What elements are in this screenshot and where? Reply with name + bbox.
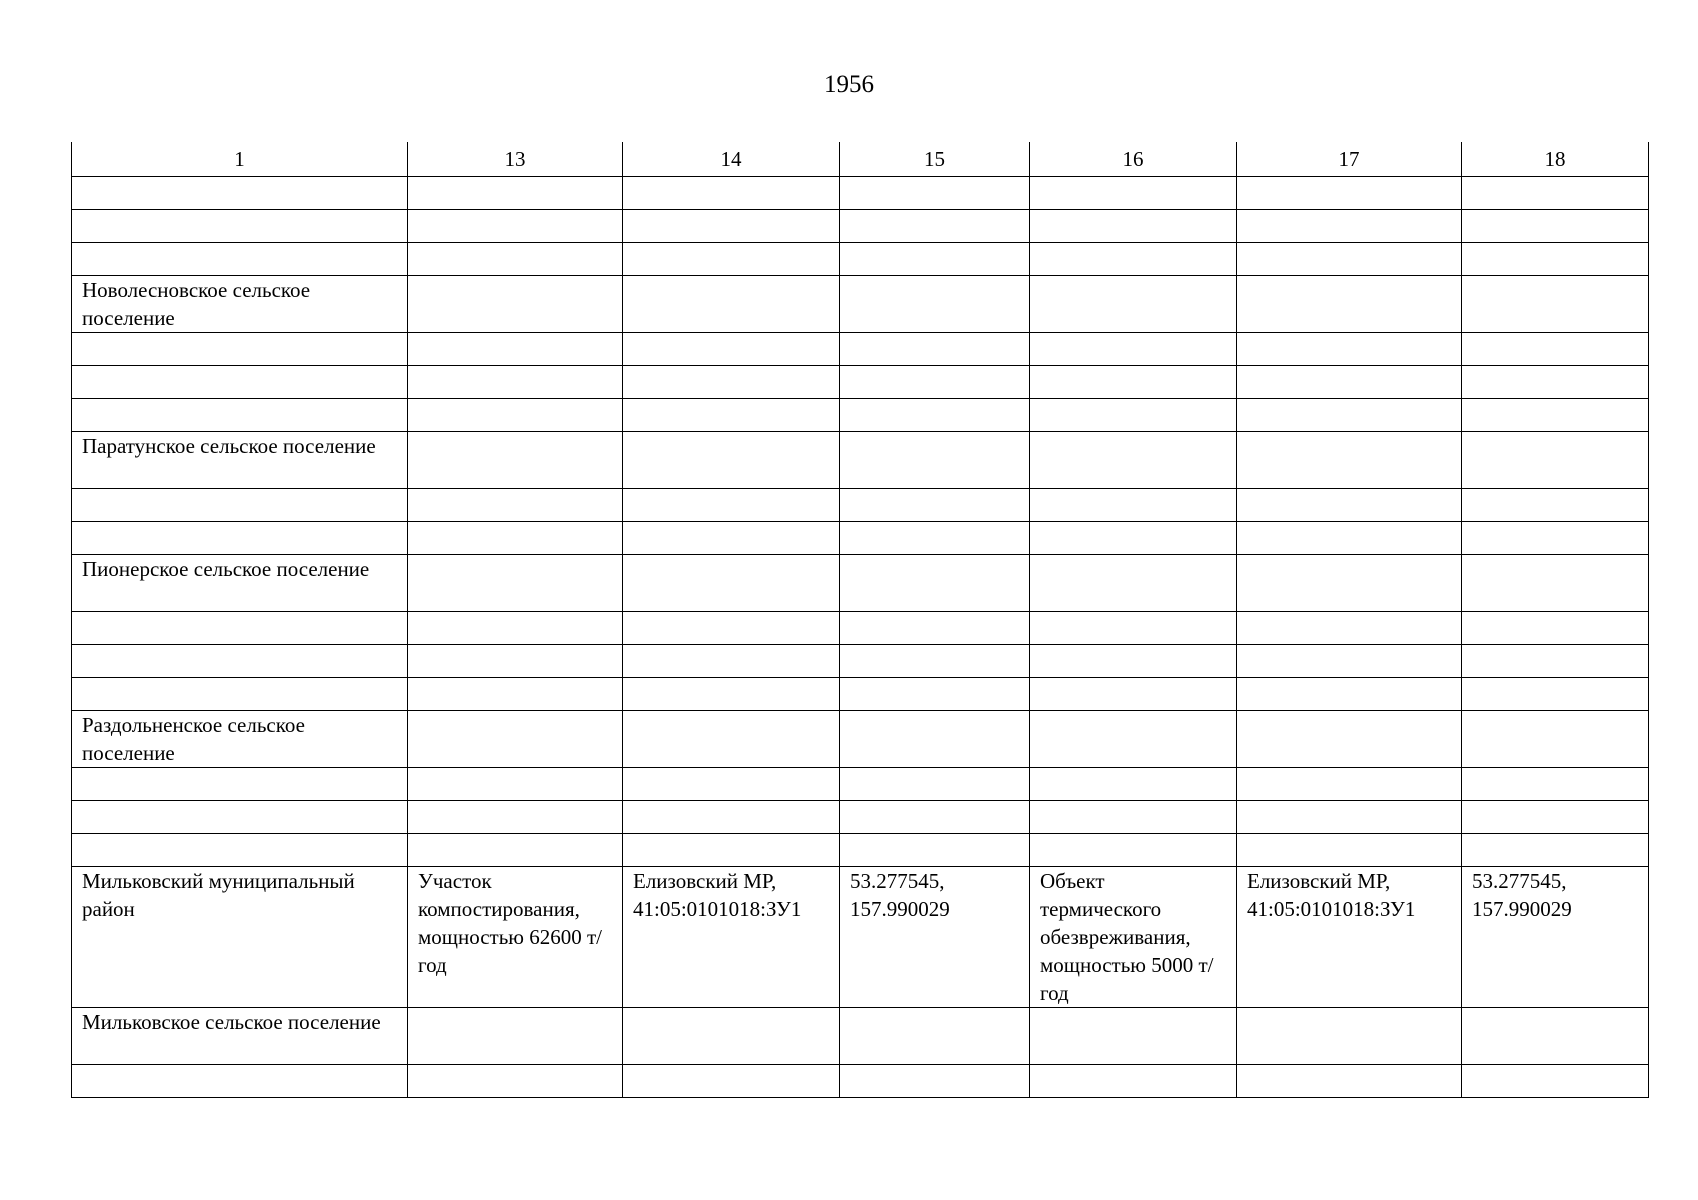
- table-cell: [1462, 176, 1649, 209]
- table-cell: [1030, 554, 1237, 611]
- table-row: [72, 1007, 1649, 1064]
- table-cell: [1237, 275, 1462, 332]
- row-label-cell: Раздольненское сельское поселение: [72, 710, 408, 767]
- table-cell: [408, 554, 623, 611]
- table-cell: [408, 242, 623, 275]
- table-cell: [840, 332, 1030, 365]
- table-row: [72, 332, 1649, 365]
- table-cell: [623, 1064, 840, 1097]
- table-cell: [840, 833, 1030, 866]
- table-cell: [408, 209, 623, 242]
- table-cell: [1237, 332, 1462, 365]
- table-cell: [1237, 677, 1462, 710]
- table-cell: [840, 521, 1030, 554]
- row-label-cell: Мильковское сельское поселение: [72, 1007, 408, 1064]
- table-cell: [408, 644, 623, 677]
- table-header-row: [72, 142, 1649, 176]
- table-cell: [623, 176, 840, 209]
- table-cell: [1462, 1064, 1649, 1097]
- table-cell: [408, 710, 623, 767]
- table-cell: Участок компостирования, мощностью 62600 т/год: [408, 866, 623, 1007]
- table-row: [72, 398, 1649, 431]
- row-label-cell: [72, 800, 408, 833]
- table-cell: [623, 644, 840, 677]
- table-cell: [1030, 209, 1237, 242]
- table-row: [72, 833, 1649, 866]
- table-cell: [840, 767, 1030, 800]
- table-cell: [408, 767, 623, 800]
- table-cell: [623, 431, 840, 488]
- table-cell: [1237, 554, 1462, 611]
- table-cell: [1237, 176, 1462, 209]
- table-row: [72, 209, 1649, 242]
- table-cell: [1237, 242, 1462, 275]
- table-cell: [1462, 332, 1649, 365]
- column-header: 18: [1462, 142, 1649, 176]
- table-cell: [1030, 644, 1237, 677]
- table-cell: [623, 800, 840, 833]
- table-cell: [623, 833, 840, 866]
- table-cell: [840, 554, 1030, 611]
- table-cell: [1030, 332, 1237, 365]
- row-label-cell: Паратунское сельское поселение: [72, 431, 408, 488]
- row-label-cell: [72, 644, 408, 677]
- table-cell: [840, 644, 1030, 677]
- table-row: [72, 1064, 1649, 1097]
- table-cell: [623, 365, 840, 398]
- row-label-cell: [72, 1064, 408, 1097]
- table-cell: Объект термического обезвреживания, мощностью 5000 т/год: [1030, 866, 1237, 1007]
- table-cell: [1462, 554, 1649, 611]
- row-label-cell: [72, 398, 408, 431]
- table-cell: [1462, 1007, 1649, 1064]
- table-cell: [623, 554, 840, 611]
- table-cell: [1462, 644, 1649, 677]
- table-cell: [408, 275, 623, 332]
- table-cell: [1237, 521, 1462, 554]
- table-cell: [408, 677, 623, 710]
- table-cell: Елизовский МР, 41:05:0101018:ЗУ1: [623, 866, 840, 1007]
- table-cell: [623, 521, 840, 554]
- table-cell: [1237, 644, 1462, 677]
- table-cell: [1462, 611, 1649, 644]
- row-label-cell: Новолесновское сельское поселение: [72, 275, 408, 332]
- table-cell: [1237, 833, 1462, 866]
- column-header: 1: [72, 142, 408, 176]
- table-cell: [840, 1064, 1030, 1097]
- row-label-cell: [72, 833, 408, 866]
- table-cell: [408, 398, 623, 431]
- table-cell: [1237, 488, 1462, 521]
- table-row: [72, 644, 1649, 677]
- row-label-cell: [72, 209, 408, 242]
- table-cell: [840, 431, 1030, 488]
- table-cell: [1462, 800, 1649, 833]
- table-cell: [408, 1007, 623, 1064]
- table-cell: [840, 242, 1030, 275]
- table-cell: [1030, 521, 1237, 554]
- column-header: 13: [408, 142, 623, 176]
- table-cell: [840, 209, 1030, 242]
- table-cell: [1030, 833, 1237, 866]
- page-number: 1956: [824, 71, 874, 98]
- table-cell: [840, 176, 1030, 209]
- table-cell: [408, 488, 623, 521]
- table-cell: [408, 833, 623, 866]
- table-cell: [1030, 1007, 1237, 1064]
- table-row: [72, 431, 1649, 488]
- row-label-cell: Пионерское сельское поселение: [72, 554, 408, 611]
- table-cell: [1237, 365, 1462, 398]
- table-cell: 53.277545, 157.990029: [1462, 866, 1649, 1007]
- table-row: [72, 800, 1649, 833]
- table-cell: [1030, 710, 1237, 767]
- table-cell: [1030, 488, 1237, 521]
- column-header: 15: [840, 142, 1030, 176]
- table-cell: [408, 332, 623, 365]
- row-label-cell: [72, 767, 408, 800]
- table-cell: [623, 398, 840, 431]
- table-body: [72, 176, 1649, 1097]
- column-header: 16: [1030, 142, 1237, 176]
- table-row: [72, 275, 1649, 332]
- table-cell: [1030, 176, 1237, 209]
- table-cell: [1030, 431, 1237, 488]
- table-row: [72, 710, 1649, 767]
- table-cell: [1030, 365, 1237, 398]
- table-cell: [408, 800, 623, 833]
- table-cell: [840, 800, 1030, 833]
- table-cell: [1462, 365, 1649, 398]
- table-row: [72, 521, 1649, 554]
- table-cell: [1462, 209, 1649, 242]
- table-row: [72, 488, 1649, 521]
- row-label-cell: [72, 365, 408, 398]
- table-cell: [1030, 1064, 1237, 1097]
- table-row: [72, 866, 1649, 1007]
- table-cell: [408, 521, 623, 554]
- table-cell: [1237, 710, 1462, 767]
- table-cell: [840, 365, 1030, 398]
- table-cell: [1237, 800, 1462, 833]
- table-row: [72, 554, 1649, 611]
- table-cell: [1030, 398, 1237, 431]
- row-label-cell: [72, 488, 408, 521]
- table-cell: [408, 611, 623, 644]
- table-cell: [408, 176, 623, 209]
- table-cell: [1462, 488, 1649, 521]
- table-cell: [623, 767, 840, 800]
- table-cell: [1237, 209, 1462, 242]
- table-cell: [1030, 767, 1237, 800]
- table-cell: [1462, 767, 1649, 800]
- table-cell: [1237, 1007, 1462, 1064]
- row-label-cell: [72, 242, 408, 275]
- data-table: [71, 142, 1649, 1098]
- table-cell: [408, 431, 623, 488]
- table-cell: [1462, 521, 1649, 554]
- table-cell: [1237, 611, 1462, 644]
- column-header: 14: [623, 142, 840, 176]
- table-cell: [1462, 677, 1649, 710]
- table-row: [72, 611, 1649, 644]
- table-cell: [840, 398, 1030, 431]
- table-row: [72, 677, 1649, 710]
- table-cell: [623, 209, 840, 242]
- table-cell: [623, 1007, 840, 1064]
- table-cell: [1462, 833, 1649, 866]
- table-row: [72, 242, 1649, 275]
- row-label-cell: [72, 176, 408, 209]
- table-cell: [1237, 431, 1462, 488]
- table-cell: [840, 677, 1030, 710]
- table-cell: [1237, 1064, 1462, 1097]
- table-cell: [623, 710, 840, 767]
- table-cell: [1030, 677, 1237, 710]
- column-header: 17: [1237, 142, 1462, 176]
- table-cell: [623, 242, 840, 275]
- table-row: [72, 176, 1649, 209]
- table-cell: Елизовский МР, 41:05:0101018:ЗУ1: [1237, 866, 1462, 1007]
- table-row: [72, 767, 1649, 800]
- row-label-cell: [72, 611, 408, 644]
- row-label-cell: [72, 677, 408, 710]
- table-cell: [1030, 611, 1237, 644]
- table-cell: [1462, 431, 1649, 488]
- table-cell: [840, 275, 1030, 332]
- table-cell: [408, 365, 623, 398]
- table-cell: [1030, 800, 1237, 833]
- table-cell: [1462, 710, 1649, 767]
- table-cell: [840, 1007, 1030, 1064]
- table-cell: [840, 710, 1030, 767]
- row-label-cell: Мильковский муниципальный район: [72, 866, 408, 1007]
- table-cell: [623, 611, 840, 644]
- table-cell: [1462, 242, 1649, 275]
- table-cell: [1237, 767, 1462, 800]
- table-cell: [623, 332, 840, 365]
- row-label-cell: [72, 521, 408, 554]
- table-cell: [840, 611, 1030, 644]
- table-cell: [840, 488, 1030, 521]
- table-cell: [623, 677, 840, 710]
- row-label-cell: [72, 332, 408, 365]
- table-cell: [408, 1064, 623, 1097]
- table-cell: [1030, 275, 1237, 332]
- table-cell: [1237, 398, 1462, 431]
- table-cell: [1462, 398, 1649, 431]
- table-cell: [623, 488, 840, 521]
- table-row: [72, 365, 1649, 398]
- table-cell: [1030, 242, 1237, 275]
- table-cell: [1462, 275, 1649, 332]
- table-cell: [623, 275, 840, 332]
- table-cell: 53.277545, 157.990029: [840, 866, 1030, 1007]
